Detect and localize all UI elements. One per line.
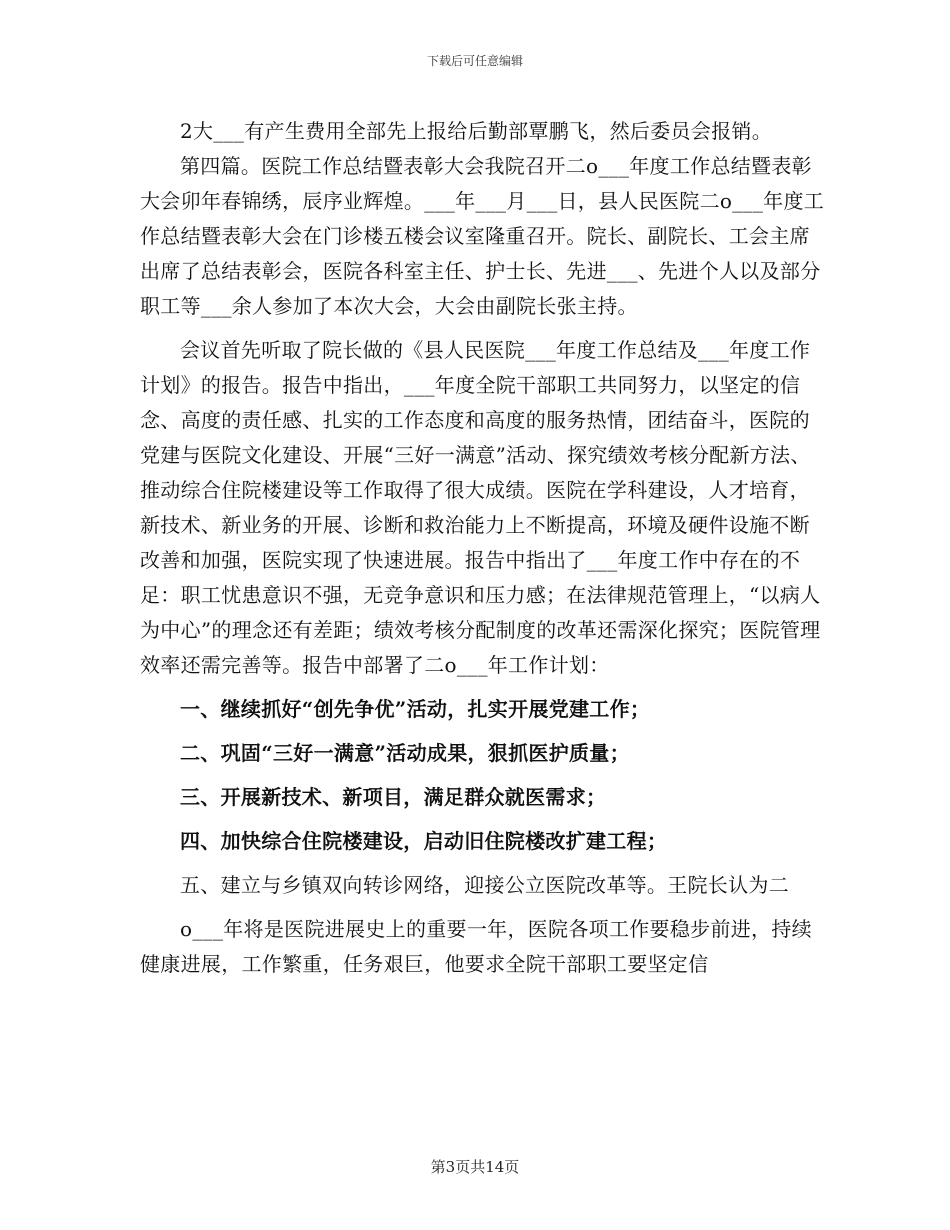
plan-item-5: 五、建立与乡镇双向转诊网络，迎接公立医院改革等。王院长认为二 [180,873,789,897]
plan-item-3: 三、开展新技术、新项目，满足群众就医需求； [180,785,607,809]
paragraph-closing: o___年将是医院进展史上的重要一年，医院各项工作要稳步前进，持续健康进展，工作繁重，任务艰巨，他要求全院干部职工要坚定信 [140,917,812,976]
page-footer: 第3页共14页 [430,1158,520,1176]
page-header: 下载后可任意编辑 [426,54,523,68]
plan-item-2: 二、巩固“三好一满意”活动成果，狠抓医护质量； [180,741,630,765]
plan-item-1: 一、继续抓好“创先争优”活动，扎实开展党建工作； [180,697,651,721]
paragraph-2: 第四篇。医院工作总结暨表彰大会我院召开二o___年度工作总结暨表彰大会卯年春锦绣，辰序业辉煌。___年___月___日，县人民医院二o___年度工作总结暨表彰大会在门诊楼五楼会议室隆重召开。院长、副院长、工会主席出席了总结表彰会，医院各科室主任、护士长、先进___、先进个人以及部分职工等___余人参加了本次大会，大会由副院长张主持。 [140,154,825,318]
paragraph-3: 会议首先听取了院长做的《县人民医院___年度工作总结及___年度工作计划》的报告。报告中指出，___年度全院干部职工共同努力，以坚定的信念、高度的责任感、扎实的工作态度和高度的服务热情，团结奋斗，医院的党建与医院文化建设、开展“三好一满意”活动、探究绩效考核分配新方法、推动综合住院楼建设等工作取得了很大成绩。医院在学科建设，人才培育，新技术、新业务的开展、诊断和救治能力上不断提高，环境及硬件设施不断改善和加强，医院实现了快速进展。报告中指出了___年度工作中存在的不足：职工忧患意识不强，无竞争意识和压力感；在法律规范管理上，“以病人为中心”的理念还有差距；绩效考核分配制度的改革还需深化探究；医院管理效率还需完善等。报告中部署了二o___年工作计划： [140,338,821,677]
plan-item-4: 四、加快综合住院楼建设，启动旧住院楼改扩建工程； [180,829,668,853]
document-body [140,114,830,982]
paragraph-1: 2大___有产生费用全部先上报给后勤部覃鹏飞，然后委员会报销。 [180,119,773,143]
